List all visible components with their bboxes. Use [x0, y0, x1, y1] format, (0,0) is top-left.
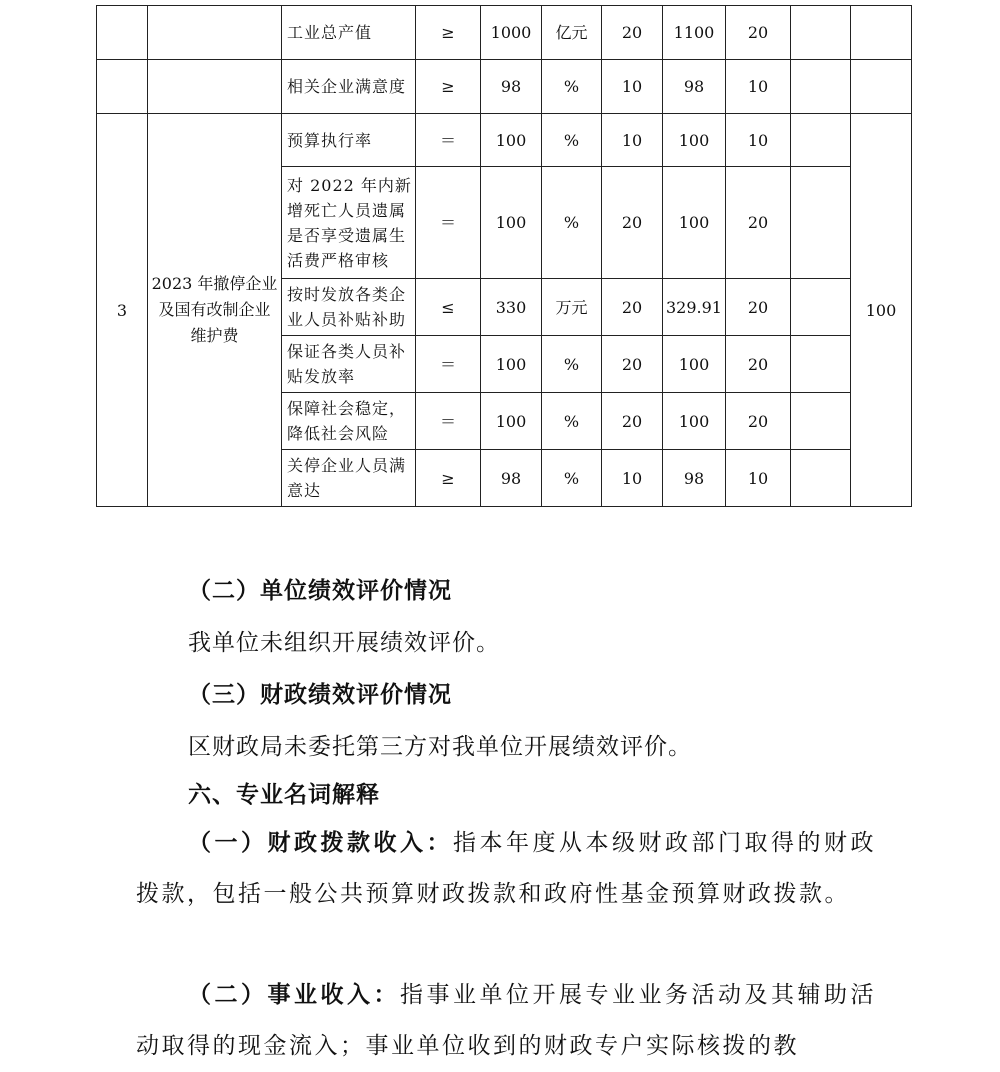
- table-cell-target: 1000: [481, 6, 542, 60]
- table-cell-actual: 100: [663, 167, 726, 279]
- table-cell-actual: 98: [663, 450, 726, 507]
- table-cell-operator: ＝: [416, 393, 481, 450]
- table-cell-weight: 20: [602, 279, 663, 336]
- term-definition: 指本年度从本级财政部门取得的财政拨款，包括一般公共预算财政拨款和政府性基金预算财政拨款。: [136, 830, 876, 907]
- table-cell-unit: %: [542, 393, 602, 450]
- table-cell-weight: 20: [602, 6, 663, 60]
- table-row: [97, 6, 912, 60]
- table-cell-unit: %: [542, 450, 602, 507]
- table-cell-indicator: 关停企业人员满意达: [282, 450, 416, 507]
- table-cell-total: [851, 60, 912, 114]
- table-cell-weight: 10: [602, 60, 663, 114]
- table-cell-weight: 20: [602, 336, 663, 393]
- table-cell-actual: 98: [663, 60, 726, 114]
- table-cell-operator: ≥: [416, 6, 481, 60]
- heading-terms: 六、专业名词解释: [188, 781, 380, 808]
- table-cell-target: 100: [481, 114, 542, 167]
- table-cell-indicator: 相关企业满意度: [282, 60, 416, 114]
- table-cell-extra: [791, 60, 851, 114]
- table-cell-score: 20: [726, 279, 791, 336]
- table-cell-unit: %: [542, 167, 602, 279]
- table-cell-indicator: 对 2022 年内新增死亡人员遗属是否享受遗属生活费严格审核: [282, 167, 416, 279]
- table-cell-operator: ＝: [416, 114, 481, 167]
- table-cell-unit: %: [542, 336, 602, 393]
- table-cell-actual: 1100: [663, 6, 726, 60]
- table-cell-actual: 329.91: [663, 279, 726, 336]
- paragraph-unit-evaluation: 我单位未组织开展绩效评价。: [188, 630, 500, 656]
- table-cell-unit: %: [542, 114, 602, 167]
- table-cell-score: 10: [726, 60, 791, 114]
- table-cell-extra: [791, 393, 851, 450]
- term-label: （一）财政拨款收入：: [188, 829, 453, 856]
- table-cell-unit: 万元: [542, 279, 602, 336]
- paragraph-term-business-income: [136, 969, 876, 1072]
- table-cell-extra: [791, 279, 851, 336]
- table-cell-score: 20: [726, 167, 791, 279]
- table-cell-extra: [791, 114, 851, 167]
- table-cell-no: [97, 6, 148, 60]
- table-cell-score: 20: [726, 6, 791, 60]
- table-cell-operator: ＝: [416, 167, 481, 279]
- paragraph-term-fiscal-appropriation: [136, 817, 876, 920]
- table-cell-score: 20: [726, 393, 791, 450]
- table-cell-score: 10: [726, 114, 791, 167]
- table-cell-weight: 10: [602, 114, 663, 167]
- term-definition: 指事业单位开展专业业务活动及其辅助活动取得的现金流入；事业单位收到的财政专户实际核拨的教: [136, 982, 876, 1059]
- table-cell-extra: [791, 167, 851, 279]
- table-cell-extra: [791, 450, 851, 507]
- table-cell-target: 330: [481, 279, 542, 336]
- table-cell-indicator: 保证各类人员补贴发放率: [282, 336, 416, 393]
- table-cell-extra: [791, 336, 851, 393]
- performance-table: [96, 5, 912, 507]
- table-cell-actual: 100: [663, 114, 726, 167]
- table-cell-unit: 亿元: [542, 6, 602, 60]
- table-cell-indicator: 按时发放各类企业人员补贴补助: [282, 279, 416, 336]
- table-cell-score: 10: [726, 450, 791, 507]
- table-cell-unit: %: [542, 60, 602, 114]
- table-cell-project: [148, 60, 282, 114]
- table-cell-indicator: 工业总产值: [282, 6, 416, 60]
- table-cell-target: 98: [481, 450, 542, 507]
- table-row: [97, 114, 912, 167]
- table-cell-total: [851, 6, 912, 60]
- table-cell-score: 20: [726, 336, 791, 393]
- table-cell-indicator: 保障社会稳定，降低社会风险: [282, 393, 416, 450]
- table-cell-indicator: 预算执行率: [282, 114, 416, 167]
- table-cell-weight: 20: [602, 393, 663, 450]
- table-cell-target: 100: [481, 336, 542, 393]
- paragraph-fiscal-evaluation: 区财政局未委托第三方对我单位开展绩效评价。: [188, 734, 692, 760]
- table-cell-target: 100: [481, 393, 542, 450]
- heading-unit-evaluation: （二）单位绩效评价情况: [188, 577, 452, 604]
- table-cell-operator: ≥: [416, 450, 481, 507]
- table-cell-actual: 100: [663, 336, 726, 393]
- table-cell-actual: 100: [663, 393, 726, 450]
- table-cell-operator: ＝: [416, 336, 481, 393]
- table-row: [97, 60, 912, 114]
- table-cell-target: 98: [481, 60, 542, 114]
- heading-fiscal-evaluation: （三）财政绩效评价情况: [188, 681, 452, 708]
- table-cell-no: [97, 60, 148, 114]
- project-name: 2023 年撤停企业及国有改制企业维护费: [148, 114, 282, 507]
- table-cell-extra: [791, 6, 851, 60]
- table-cell-operator: ≥: [416, 60, 481, 114]
- term-label: （二）事业收入：: [188, 981, 400, 1008]
- table-cell-project: [148, 6, 282, 60]
- table-cell-operator: ≤: [416, 279, 481, 336]
- table-cell-weight: 20: [602, 167, 663, 279]
- table-cell-weight: 10: [602, 450, 663, 507]
- project-number: 3: [97, 114, 148, 507]
- table-cell-target: 100: [481, 167, 542, 279]
- project-total-score: 100: [851, 114, 912, 507]
